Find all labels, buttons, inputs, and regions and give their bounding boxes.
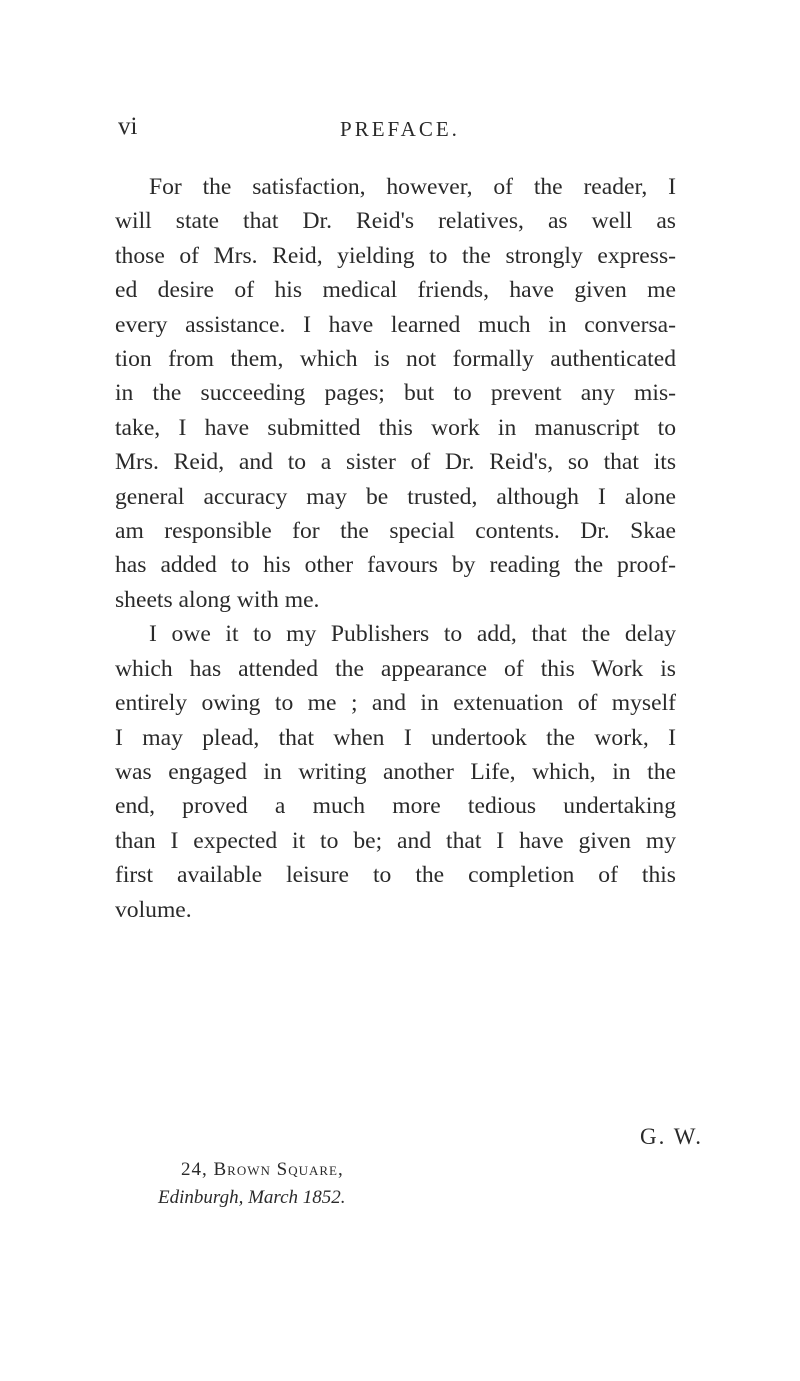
address-block xyxy=(158,1156,346,1212)
text-line: For the satisfaction, however, of the reader, I xyxy=(149,174,676,200)
text-line: end, proved a much more tedious undertaking xyxy=(115,793,676,820)
text-line: every assistance. I have learned much in conversa- xyxy=(115,311,676,338)
text-line: volume. xyxy=(115,896,192,923)
text-line: Mrs. Reid, and to a sister of Dr. Reid's, so that its xyxy=(115,449,676,476)
text-line: take, I have submitted this work in manuscript to xyxy=(115,414,676,441)
text-line: general accuracy may be trusted, although I alone xyxy=(115,483,676,510)
text-line: will state that Dr. Reid's relatives, as well as xyxy=(115,208,676,235)
text-line: entirely owing to me ; and in extenuation of myself xyxy=(115,690,676,717)
text-line: than I expected it to be; and that I have given my xyxy=(115,827,676,854)
text-line: has added to his other favours by reading the proof- xyxy=(115,552,676,579)
text-line: those of Mrs. Reid, yielding to the strongly express- xyxy=(115,242,676,269)
text-line: tion from them, which is not formally authenticated xyxy=(115,346,676,373)
text-line: first available leisure to the completion of this xyxy=(115,862,676,889)
text-line: in the succeeding pages; but to prevent any mis- xyxy=(115,380,676,407)
text-line: I may plead, that when I undertook the work, I xyxy=(115,724,676,751)
text-line: I owe it to my Publishers to add, that the delay xyxy=(149,621,676,648)
preface-body xyxy=(115,170,676,927)
text-line: which has attended the appearance of this Work is xyxy=(115,655,676,682)
text-line: was engaged in writing another Life, which, in the xyxy=(115,758,676,785)
author-initials: G. W. xyxy=(640,1124,704,1149)
text-line: am responsible for the special contents. Dr. Skae xyxy=(115,518,676,545)
place-date: Edinburgh, March 1852. xyxy=(158,1187,346,1208)
page-number: vi xyxy=(118,113,138,140)
text-line: ed desire of his medical friends, have given me xyxy=(115,277,676,304)
paragraph-2 xyxy=(115,617,676,927)
street-address: 24, Brown Square, xyxy=(181,1159,344,1180)
paragraph-1 xyxy=(115,170,676,617)
running-title: PREFACE. xyxy=(340,117,460,141)
text-line: sheets along with me. xyxy=(115,586,320,613)
